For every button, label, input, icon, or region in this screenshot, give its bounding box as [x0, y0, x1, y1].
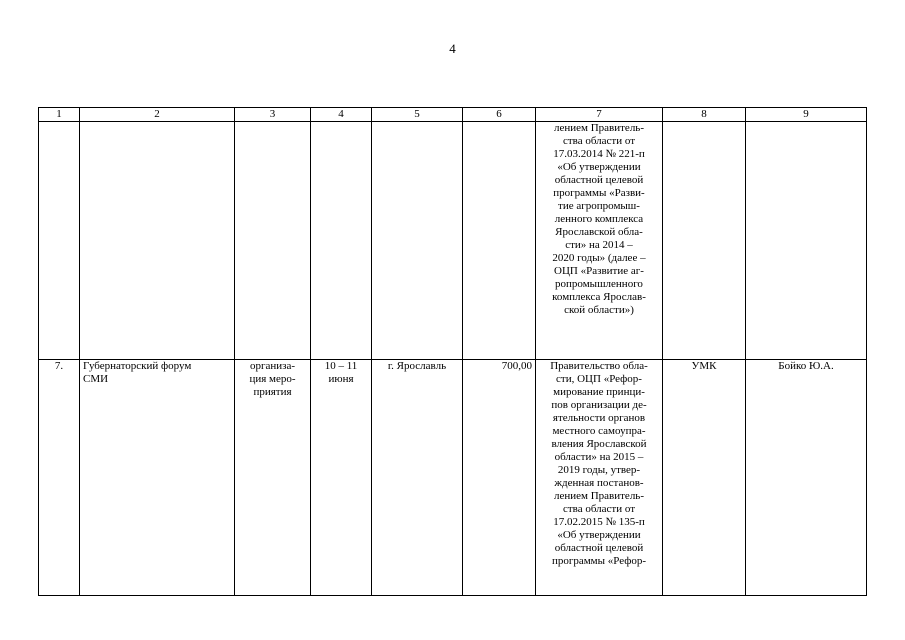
table-row: [39, 122, 867, 360]
event-place-cell: г. Ярославль: [372, 360, 463, 596]
funding-source-cell: Правительство обла- сти, ОЦП «Рефор- мирование принци- пов организации де- ятельности органов местного самоупра- вления Ярославской области» на 2015 – 2019 годы, утвер- жденная постанов- лением Правитель- ства области от 17.02.2015 № 135-п «Об утверждении областной целевой программы «Рефор-: [536, 360, 663, 596]
table-row: [39, 360, 867, 596]
event-place-cell: [372, 122, 463, 360]
page-number: 4: [449, 41, 456, 56]
responsible-cell: [746, 122, 867, 360]
column-header: 1: [39, 108, 80, 122]
funding-source-cell: лением Правитель- ства области от 17.03.2014 № 221-п «Об утверждении областной целевой программы «Разви- тие агропромыш- ленного комплекса Ярославской обла- сти» на 2014 – 2020 годы» (далее – ОЦП «Развитие аг- ропромышленного комплекса Ярослав- ской области»): [536, 122, 663, 360]
event-name-cell: [80, 122, 235, 360]
executor-cell: [663, 122, 746, 360]
events-table: [38, 107, 867, 596]
responsible-cell: Бойко Ю.А.: [746, 360, 867, 596]
event-type-cell: [235, 122, 311, 360]
column-header: 9: [746, 108, 867, 122]
event-date-cell: [311, 122, 372, 360]
column-header: 2: [80, 108, 235, 122]
executor-cell: УМК: [663, 360, 746, 596]
column-header: 3: [235, 108, 311, 122]
event-type-cell: организа- ция меро- приятия: [235, 360, 311, 596]
column-header: 6: [463, 108, 536, 122]
row-number-cell: 7.: [39, 360, 80, 596]
column-header: 8: [663, 108, 746, 122]
column-number-row: [39, 108, 867, 122]
column-header: 5: [372, 108, 463, 122]
row-number-cell: [39, 122, 80, 360]
event-name-cell: Губернаторский форум СМИ: [80, 360, 235, 596]
amount-cell: 700,00: [463, 360, 536, 596]
column-header: 7: [536, 108, 663, 122]
amount-cell: [463, 122, 536, 360]
column-header: 4: [311, 108, 372, 122]
event-date-cell: 10 – 11 июня: [311, 360, 372, 596]
